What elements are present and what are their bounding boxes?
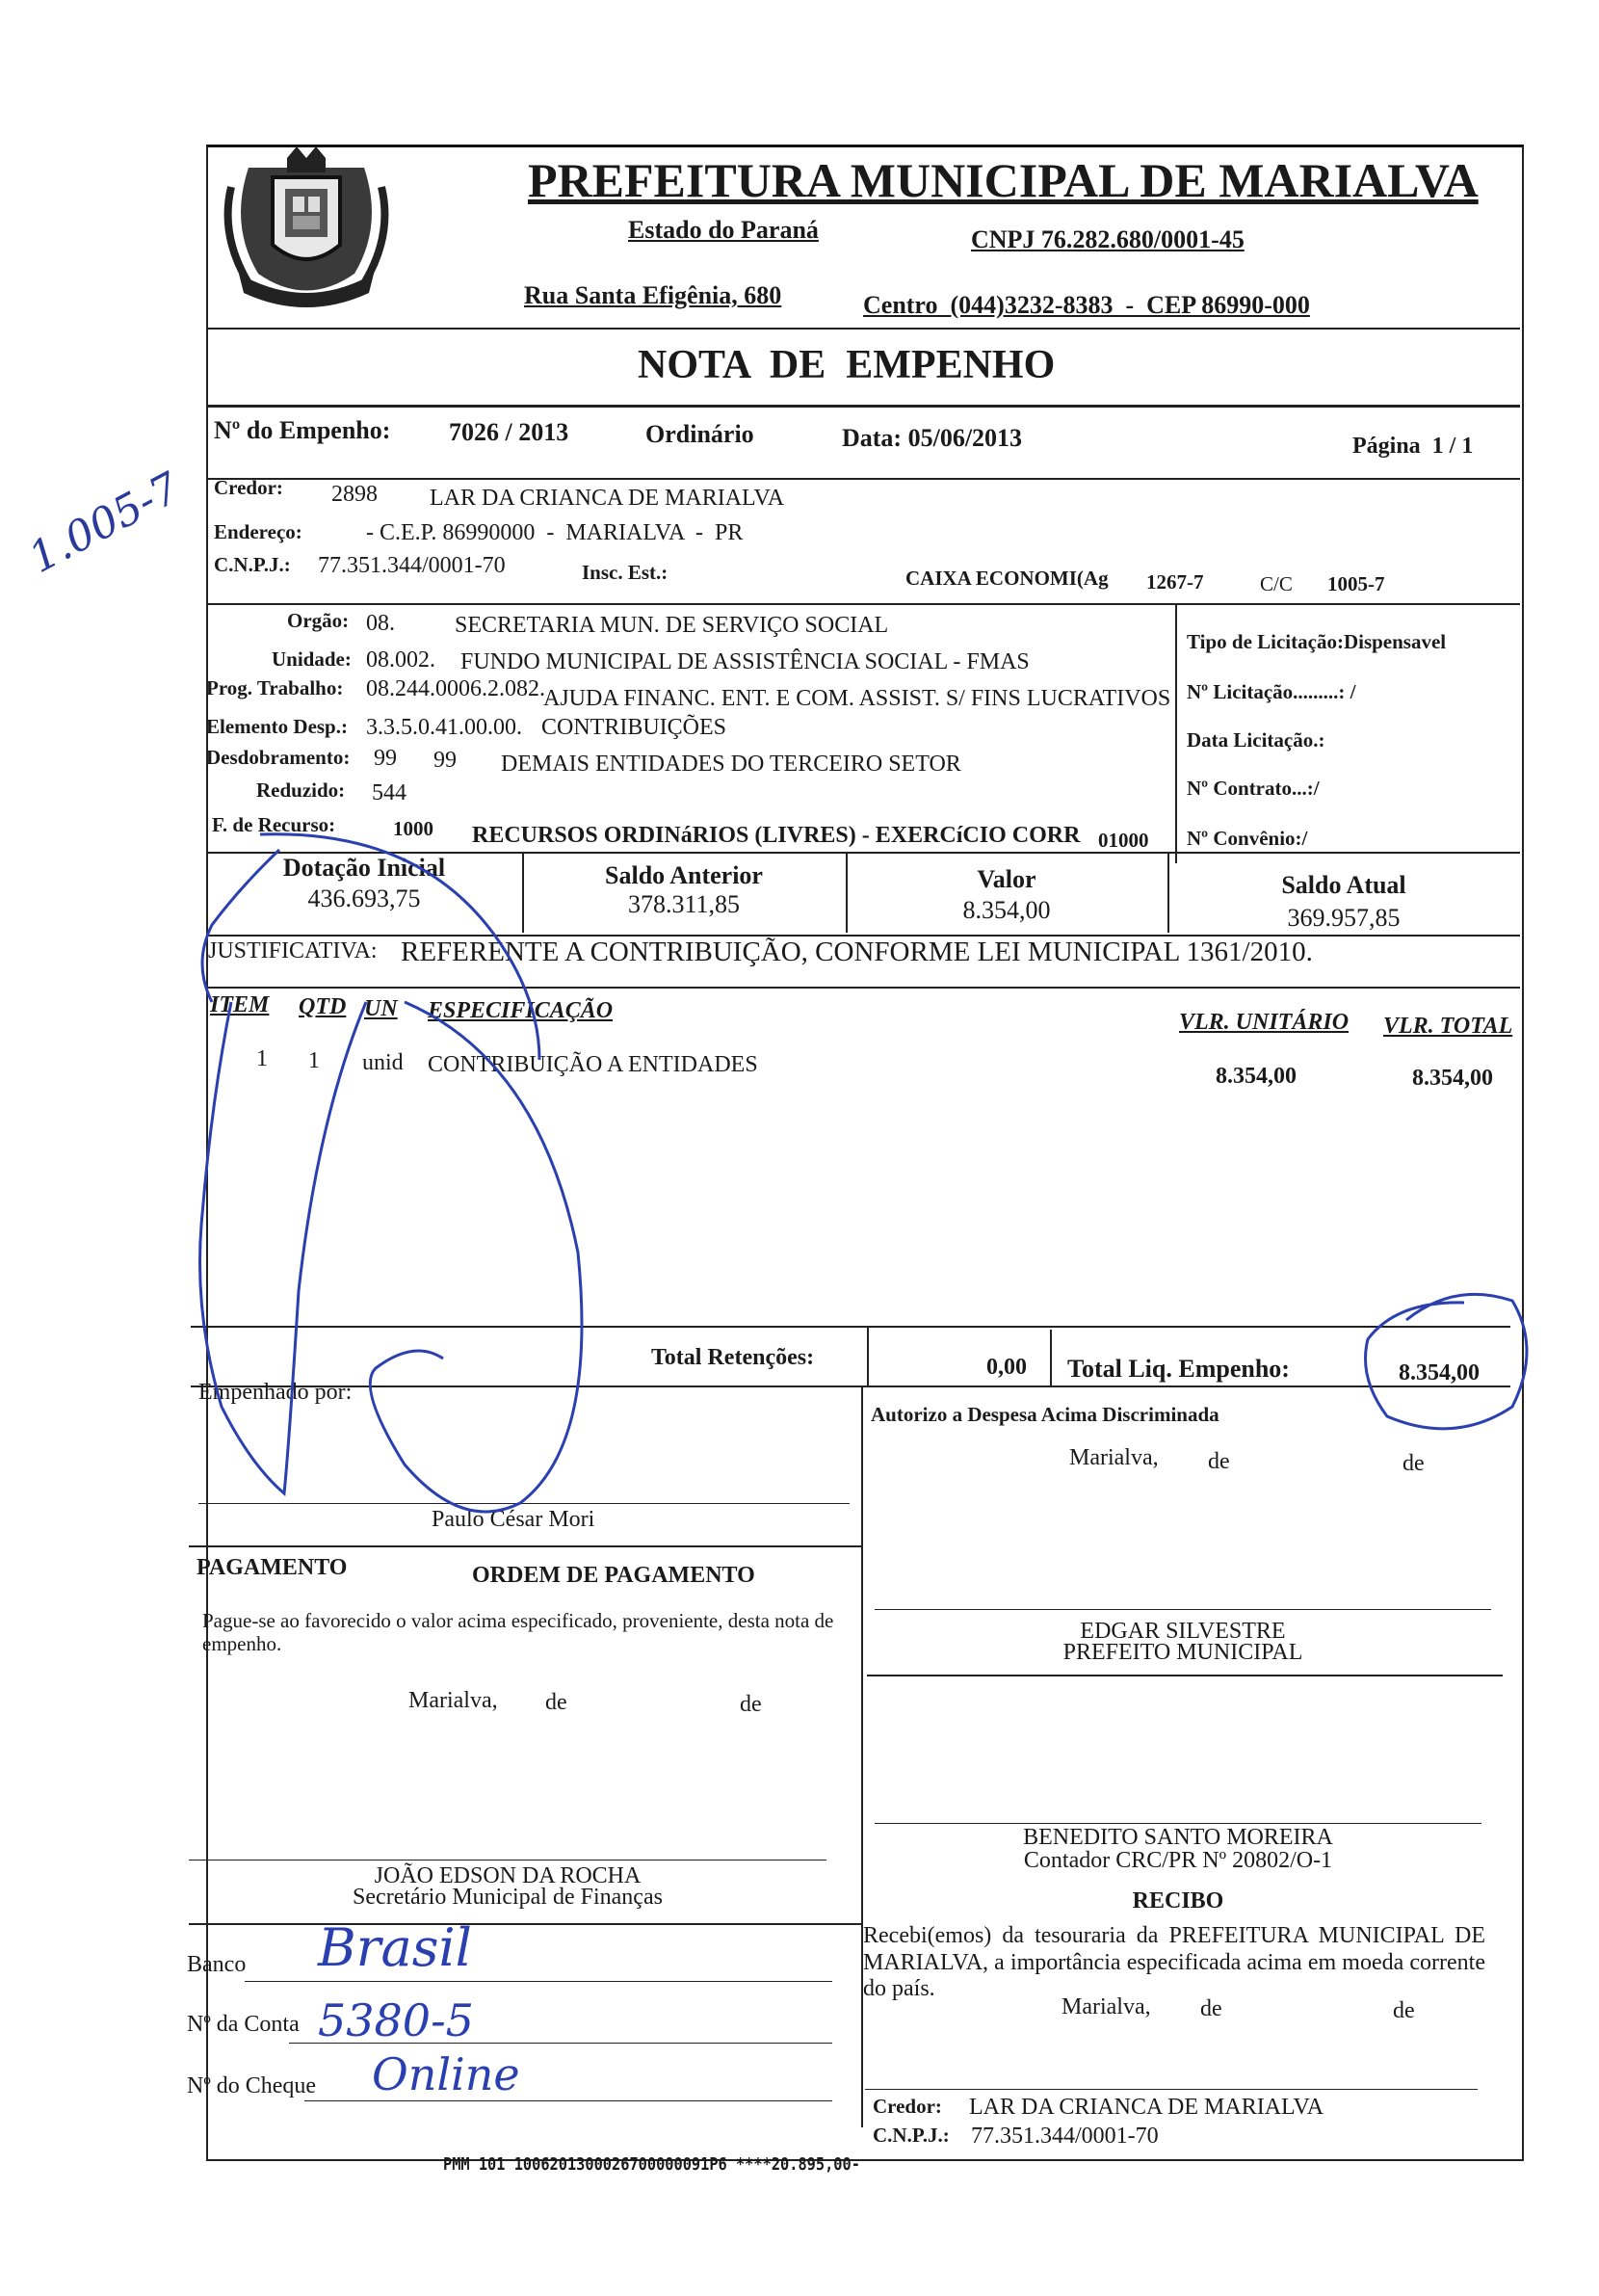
credor-agency: 1267-7	[1146, 570, 1204, 594]
conta-label: Nº da Conta	[187, 2012, 300, 2037]
justificativa-text: REFERENTE A CONTRIBUIÇÃO, CONFORME LEI MUNICIPAL 1361/2010.	[401, 937, 1313, 967]
desdobramento-desc: DEMAIS ENTIDADES DO TERCEIRO SETOR	[501, 752, 961, 777]
contrato: Nº Contrato...:/	[1187, 777, 1320, 800]
pagamento-de-2: de	[740, 1692, 762, 1717]
data-licitacao: Data Licitação.:	[1187, 728, 1325, 752]
orgao-label: Orgão:	[287, 609, 350, 632]
recurso-code: 1000	[393, 817, 433, 840]
prog-code: 08.244.0006.2.082.	[366, 676, 545, 701]
unidade-code: 08.002.	[366, 647, 435, 673]
header-cnpj: CNPJ 76.282.680/0001-45	[971, 225, 1245, 253]
recibo-texto: Recebi(emos) da tesouraria da PREFEITURA MUNICIPAL DE MARIALVA, a importância especificada acima em moeda corrente do país.	[863, 1923, 1485, 2002]
credor-bank: CAIXA ECONOMI(Ag	[905, 567, 1109, 590]
numero-licitacao: Nº Licitação.........: /	[1187, 680, 1356, 703]
row-espec: CONTRIBUIÇÃO A ENTIDADES	[428, 1052, 758, 1077]
row-item: 1	[256, 1046, 268, 1071]
recibo-de-1: de	[1200, 1996, 1222, 2021]
atual-label: Saldo Atual	[1281, 871, 1406, 899]
col-qtd: QTD	[299, 994, 347, 1019]
orgao-desc: SECRETARIA MUN. DE SERVIÇO SOCIAL	[455, 613, 889, 638]
valor-value: 8.354,00	[962, 896, 1051, 924]
page-indicator: Página 1 / 1	[1352, 434, 1474, 459]
recibo-credor: LAR DA CRIANCA DE MARIALVA	[969, 2095, 1324, 2120]
contador-nome: BENEDITO SANTO MOREIRA	[1023, 1825, 1333, 1850]
anterior-label: Saldo Anterior	[605, 861, 763, 889]
prefeito-nome: EDGAR SILVESTRE	[1080, 1619, 1286, 1644]
retencoes-label: Total Retenções:	[651, 1345, 815, 1370]
autorizo-de-2: de	[1402, 1451, 1425, 1476]
pagamento-marialva: Marialva,	[408, 1688, 498, 1713]
unidade-desc: FUNDO MUNICIPAL DE ASSISTÊNCIA SOCIAL - FMAS	[460, 649, 1030, 674]
col-espec: ESPECIFICAÇÃO	[428, 998, 614, 1023]
elemento-desc: CONTRIBUIÇÕES	[541, 715, 727, 740]
contador-cargo: Contador CRC/PR Nº 20802/O-1	[1023, 1848, 1333, 1873]
header-street: Rua Santa Efigênia, 680	[524, 281, 782, 309]
recurso-desc: RECURSOS ORDINáRIOS (LIVRES) - EXERCíCIO CORR	[472, 823, 1081, 848]
autorizo-text: Autorizo a Despesa Acima Discriminada	[871, 1403, 1219, 1426]
cheque-handwritten: Online	[372, 2048, 520, 2100]
recurso-number: 01000	[1098, 829, 1149, 852]
recurso-label: F. de Recurso:	[212, 813, 336, 836]
banco-handwritten: Brasil	[318, 1917, 472, 1978]
justificativa-label: JUSTIFICATIVA:	[208, 938, 378, 963]
autorizo-marialva: Marialva,	[1069, 1445, 1159, 1470]
secretario-nome: JOÃO EDSON DA ROCHA	[374, 1863, 642, 1888]
address-label: Endereço:	[214, 520, 302, 543]
footer-code: PMM 101 1006201300026700000091P6 ****20.895,00-	[443, 2154, 860, 2175]
col-un: UN	[364, 996, 398, 1021]
col-item: ITEM	[210, 992, 270, 1017]
anterior-value: 378.311,85	[627, 890, 741, 918]
row-qtd: 1	[308, 1048, 320, 1073]
cc-label: C/C	[1260, 572, 1293, 595]
recibo-marialva: Marialva,	[1062, 1994, 1151, 2019]
ordem-label: ORDEM DE PAGAMENTO	[472, 1563, 755, 1588]
recibo-credor-label: Credor:	[873, 2095, 942, 2118]
dotacao-value: 436.693,75	[307, 884, 421, 912]
credor-label: Credor:	[214, 476, 283, 499]
liquido-label: Total Liq. Empenho:	[1067, 1355, 1290, 1383]
col-total: VLR. TOTAL	[1383, 1014, 1513, 1039]
cheque-label: Nº do Cheque	[187, 2073, 317, 2098]
pagamento-label: PAGAMENTO	[197, 1555, 348, 1580]
row-un: unid	[362, 1050, 404, 1075]
retencoes-value: 0,00	[986, 1355, 1027, 1380]
autorizo-de-1: de	[1208, 1449, 1230, 1474]
empenho-number: 7026 / 2013	[449, 418, 569, 446]
cnpj-label: C.N.P.J.:	[214, 553, 291, 576]
convenio: Nº Convênio:/	[1187, 827, 1308, 850]
header-contact: Centro (044)3232-8383 - CEP 86990-000	[863, 291, 1310, 319]
liquido-value: 8.354,00	[1399, 1360, 1480, 1386]
header-title: PREFEITURA MUNICIPAL DE MARIALVA	[528, 153, 1479, 207]
atual-value: 369.957,85	[1287, 904, 1401, 932]
unidade-label: Unidade:	[272, 647, 352, 671]
credor-code: 2898	[331, 482, 378, 507]
margin-handwritten-note: 1.005-7	[21, 462, 189, 584]
credor-address: - C.E.P. 86990000 - MARIALVA - PR	[366, 520, 744, 545]
prog-label: Prog. Trabalho:	[206, 676, 344, 699]
row-unit: 8.354,00	[1216, 1064, 1297, 1089]
elemento-code: 3.3.5.0.41.00.00.	[366, 715, 522, 740]
recibo-cnpj: 77.351.344/0001-70	[971, 2124, 1159, 2149]
row-total: 8.354,00	[1412, 1066, 1493, 1091]
credor-cnpj: 77.351.344/0001-70	[318, 553, 506, 578]
pagamento-texto: Pague-se ao favorecido o valor acima especificado, proveniente, desta nota de empenho.	[202, 1609, 834, 1656]
reduzido-code: 544	[372, 780, 406, 805]
prog-desc: AJUDA FINANC. ENT. E COM. ASSIST. S/ FINS LUCRATIVOS	[543, 686, 1171, 711]
elemento-label: Elemento Desp.:	[206, 715, 348, 738]
pagamento-de-1: de	[545, 1690, 567, 1715]
empenhado-nome: Paulo César Mori	[432, 1507, 595, 1532]
valor-label: Valor	[977, 865, 1036, 893]
empenho-date: Data: 05/06/2013	[842, 424, 1023, 452]
dotacao-label: Dotação Inicial	[282, 854, 446, 882]
conta-handwritten: 5380-5	[318, 1994, 474, 2046]
col-unit: VLR. UNITÁRIO	[1179, 1010, 1350, 1035]
secretario-cargo: Secretário Municipal de Finanças	[353, 1885, 663, 1910]
insc-label: Insc. Est.:	[582, 561, 668, 584]
banco-label: Banco	[187, 1952, 247, 1977]
empenho-type: Ordinário	[645, 420, 754, 448]
recibo-de-2: de	[1393, 1998, 1415, 2023]
tipo-licitacao: Tipo de Licitação:Dispensavel	[1187, 630, 1447, 653]
recibo-cnpj-label: C.N.P.J.:	[873, 2124, 950, 2147]
orgao-code: 08.	[366, 611, 395, 636]
header-state: Estado do Paraná	[628, 216, 819, 244]
desdobramento-b: 99	[433, 748, 457, 773]
empenhado-label: Empenhado por:	[198, 1380, 353, 1405]
recibo-label: RECIBO	[1132, 1888, 1224, 1913]
desdobramento-a: 99	[374, 746, 397, 771]
document-title: NOTA DE EMPENHO	[638, 343, 1056, 387]
desdobramento-label: Desdobramento:	[206, 746, 351, 769]
empenho-label: Nº do Empenho:	[214, 416, 391, 444]
credor-account: 1005-7	[1327, 572, 1385, 595]
reduzido-label: Reduzido:	[256, 779, 346, 802]
prefeito-cargo: PREFEITO MUNICIPAL	[1062, 1640, 1303, 1665]
credor-name: LAR DA CRIANCA DE MARIALVA	[430, 486, 785, 511]
